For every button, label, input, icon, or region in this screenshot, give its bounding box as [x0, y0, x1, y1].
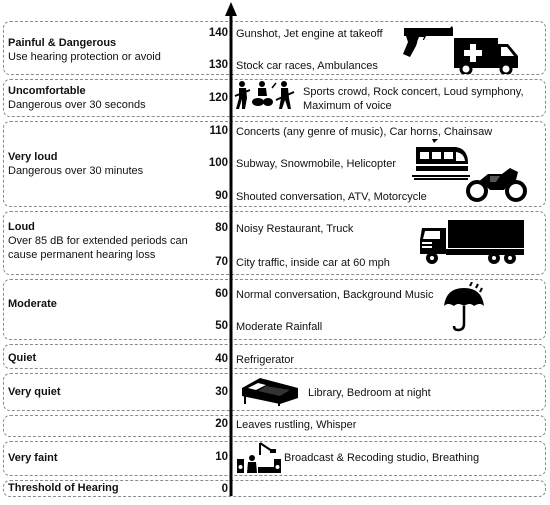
db-value: 70 — [215, 256, 228, 268]
ambulance-icon — [452, 36, 520, 74]
category-very-loud — [8, 150, 143, 178]
level-example: Leaves rustling, Whisper — [236, 419, 357, 431]
category-title: Moderate — [8, 298, 57, 310]
level-example: Shouted conversation, ATV, Motorcycle — [236, 191, 427, 203]
level-example — [303, 85, 524, 113]
level-example: City traffic, inside car at 60 mph — [236, 257, 390, 269]
db-value: 80 — [215, 222, 228, 234]
db-value: 130 — [208, 59, 228, 71]
db-value: 20 — [215, 418, 228, 430]
umbrella-rain-icon — [442, 282, 486, 332]
db-value: 10 — [215, 451, 228, 463]
rock-band-icon — [234, 80, 296, 110]
motorcycle-icon — [466, 166, 528, 202]
pistol-icon — [402, 24, 454, 58]
level-example-line: Sports crowd, Rock concert, Loud symphony, — [303, 86, 524, 98]
category-desc: Dangerous over 30 seconds — [8, 99, 146, 111]
bed-icon — [240, 374, 300, 406]
level-example: Library, Bedroom at night — [308, 387, 431, 399]
category-loud — [8, 220, 188, 262]
category-desc: Dangerous over 30 minutes — [8, 165, 144, 177]
db-value: 120 — [208, 92, 228, 104]
category-title: Very quiet — [8, 386, 61, 398]
db-value: 0 — [221, 483, 228, 495]
category-uncomfortable — [8, 84, 146, 112]
category-title: Very faint — [8, 452, 58, 464]
db-value: 60 — [215, 288, 228, 300]
level-example-line: Maximum of voice — [303, 100, 392, 112]
category-title: Uncomfortable — [8, 85, 86, 97]
db-value: 50 — [215, 320, 228, 332]
category-very-faint — [8, 451, 58, 465]
category-title: Threshold of Hearing — [8, 482, 119, 494]
category-title: Painful & Dangerous — [8, 37, 117, 49]
level-example: Refrigerator — [236, 354, 295, 366]
category-desc: Over 85 dB for extended periods can — [8, 235, 188, 247]
category-quiet — [8, 351, 36, 365]
level-example: Broadcast & Recoding studio, Breathing — [284, 452, 480, 464]
db-value: 140 — [208, 27, 228, 39]
level-example: Normal conversation, Background Music — [236, 289, 434, 301]
db-value: 100 — [208, 157, 228, 169]
category-title: Quiet — [8, 352, 37, 364]
category-threshold — [8, 481, 119, 495]
train-icon — [412, 139, 470, 181]
category-title: Loud — [8, 221, 35, 233]
category-desc: Use hearing protection or avoid — [8, 51, 161, 63]
truck-icon — [418, 218, 526, 266]
db-value: 30 — [215, 386, 228, 398]
category-very-quiet — [8, 385, 61, 399]
category-painful — [8, 36, 161, 64]
studio-icon — [236, 441, 282, 475]
category-moderate — [8, 297, 57, 311]
level-example: Subway, Snowmobile, Helicopter — [236, 158, 396, 170]
db-value: 90 — [215, 190, 228, 202]
level-example: Gunshot, Jet engine at takeoff — [236, 28, 383, 40]
level-example: Concerts (any genre of music), Car horns, Chainsaw — [236, 126, 493, 138]
category-desc: cause permanent hearing loss — [8, 249, 156, 261]
db-value: 110 — [209, 125, 228, 137]
category-title: Very loud — [8, 151, 58, 163]
level-example: Noisy Restaurant, Truck — [236, 223, 354, 235]
level-example: Moderate Rainfall — [236, 321, 323, 333]
level-example: Stock car races, Ambulances — [236, 60, 378, 72]
db-value: 40 — [215, 353, 228, 365]
